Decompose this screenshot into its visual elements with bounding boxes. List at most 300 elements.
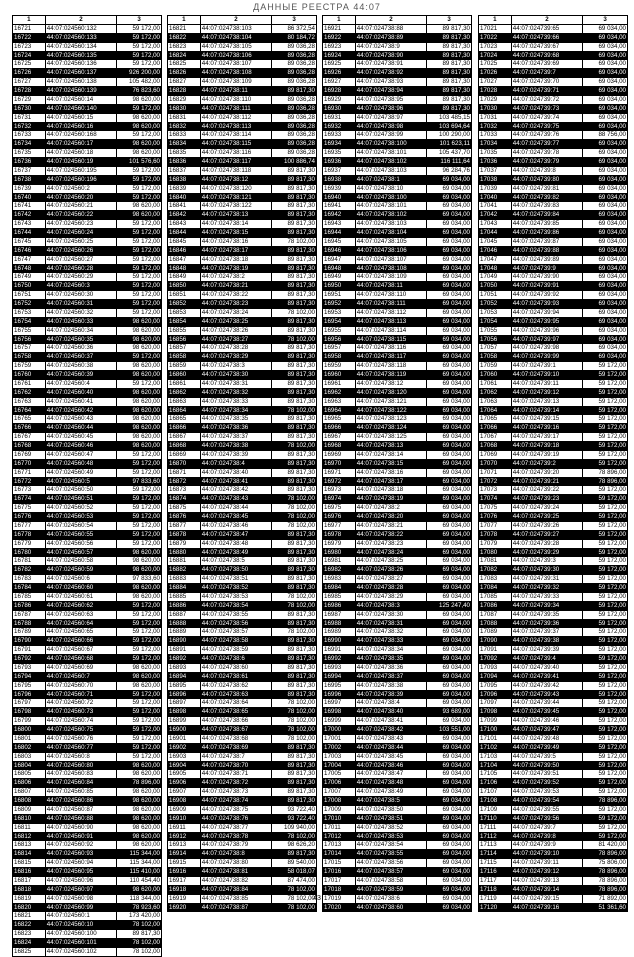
row-number: 16864 — [168, 406, 201, 415]
row-number: 16938 — [323, 175, 356, 184]
table-row — [323, 122, 472, 131]
row-number: 16736 — [13, 158, 46, 167]
register-table — [478, 15, 628, 912]
table-row — [479, 362, 628, 371]
cadastral-value: 59 172,00 — [583, 805, 628, 814]
table-row — [323, 211, 472, 220]
table-row — [13, 406, 162, 415]
row-number: 17035 — [479, 149, 512, 158]
table-row — [479, 211, 628, 220]
row-number: 16856 — [168, 335, 201, 344]
table-row — [168, 575, 317, 584]
table-row — [13, 726, 162, 735]
table-row — [479, 69, 628, 78]
column-number: 1 — [13, 16, 46, 25]
cadastral-value: 78 102,00 — [272, 628, 317, 637]
row-number: 16806 — [13, 779, 46, 788]
cadastral-number: 44:07:024738:38 — [200, 442, 272, 451]
cadastral-value: 69 034,00 — [427, 566, 472, 575]
cadastral-number: 44:07:024738:56 — [355, 859, 427, 868]
row-number: 17102 — [479, 743, 512, 752]
cadastral-number: 44:07:024560:132 — [45, 24, 117, 33]
row-number: 16976 — [323, 513, 356, 522]
cadastral-number: 44:07:024738:27 — [355, 575, 427, 584]
cadastral-number: 44:07:024739:22 — [511, 486, 583, 495]
column-number: 2 — [511, 16, 583, 25]
row-number: 16921 — [323, 24, 356, 33]
cadastral-number: 44:07:024560:61 — [45, 592, 117, 601]
cadastral-value: 59 172,00 — [583, 601, 628, 610]
cadastral-number: 44:07:024738:109 — [200, 78, 272, 87]
table-row — [323, 504, 472, 513]
cadastral-number: 44:07:024738:16 — [355, 468, 427, 477]
table-row — [479, 140, 628, 149]
cadastral-number: 44:07:024739:23 — [511, 495, 583, 504]
cadastral-number: 44:07:024738:31 — [355, 619, 427, 628]
table-row — [323, 530, 472, 539]
cadastral-value: 59 172,00 — [117, 255, 162, 264]
cadastral-value: 116 111,64 — [427, 158, 472, 167]
table-row — [168, 770, 317, 779]
row-number: 16891 — [168, 646, 201, 655]
row-number: 16837 — [168, 166, 201, 175]
row-number: 17047 — [479, 255, 512, 264]
cadastral-value: 89 036,28 — [272, 78, 317, 87]
row-number: 16775 — [13, 504, 46, 513]
table-row — [13, 548, 162, 557]
column-number: 2 — [45, 16, 117, 25]
row-number: 17107 — [479, 788, 512, 797]
cadastral-value: 78 896,00 — [583, 797, 628, 806]
row-number: 16933 — [323, 131, 356, 140]
row-number: 16920 — [168, 903, 201, 912]
cadastral-value: 89 817,30 — [272, 486, 317, 495]
cadastral-value: 78 102,00 — [272, 885, 317, 894]
row-number: 16954 — [323, 317, 356, 326]
row-number: 16953 — [323, 308, 356, 317]
row-number: 17019 — [323, 894, 356, 903]
row-number: 16829 — [168, 95, 201, 104]
row-number: 16873 — [168, 486, 201, 495]
cadastral-number: 44:07:024560:97 — [45, 885, 117, 894]
cadastral-value: 59 172,00 — [583, 442, 628, 451]
row-number: 16897 — [168, 699, 201, 708]
cadastral-value: 59 172,00 — [117, 646, 162, 655]
table-row — [168, 42, 317, 51]
cadastral-number: 44:07:024739:72 — [511, 95, 583, 104]
cadastral-value: 78 102,00 — [272, 335, 317, 344]
cadastral-number: 44:07:024560:1 — [45, 912, 117, 921]
cadastral-number: 44:07:024738:29 — [200, 353, 272, 362]
table-row — [323, 584, 472, 593]
cadastral-number: 44:07:024560:43 — [45, 415, 117, 424]
row-number: 16950 — [323, 282, 356, 291]
table-row — [479, 663, 628, 672]
table-row — [479, 282, 628, 291]
table-row — [479, 442, 628, 451]
cadastral-value: 78 102,00 — [272, 717, 317, 726]
row-number: 16880 — [168, 548, 201, 557]
cadastral-value: 89 817,30 — [272, 584, 317, 593]
row-number: 17086 — [479, 601, 512, 610]
cadastral-value: 69 034,00 — [427, 362, 472, 371]
cadastral-number: 44:07:024560:56 — [45, 539, 117, 548]
cadastral-value: 69 034,00 — [427, 530, 472, 539]
table-row — [479, 87, 628, 96]
cadastral-number: 44:07:024739:96 — [511, 326, 583, 335]
cadastral-number: 44:07:024560:7 — [45, 672, 117, 681]
page-header: ДАННЫЕ РЕЕСТРА 44:07 — [253, 2, 381, 12]
cadastral-value: 89 817,30 — [117, 930, 162, 939]
cadastral-number: 44:07:024739:47 — [511, 726, 583, 735]
cadastral-number: 44:07:024738:62 — [200, 681, 272, 690]
table-row — [479, 459, 628, 468]
table-row — [168, 95, 317, 104]
table-row — [479, 193, 628, 202]
table-row — [479, 406, 628, 415]
row-number: 17083 — [479, 575, 512, 584]
cadastral-number: 44:07:024739:46 — [511, 717, 583, 726]
cadastral-value: 59 172,00 — [117, 628, 162, 637]
row-number: 17098 — [479, 708, 512, 717]
cadastral-value: 89 817,30 — [272, 752, 317, 761]
table-row — [13, 371, 162, 380]
row-number: 16882 — [168, 566, 201, 575]
cadastral-value: 97 833,60 — [117, 575, 162, 584]
table-row — [323, 619, 472, 628]
table-row — [479, 805, 628, 814]
table-row — [323, 60, 472, 69]
row-number: 17117 — [479, 876, 512, 885]
table-row — [13, 823, 162, 832]
cadastral-number: 44:07:024738:102 — [355, 158, 427, 167]
cadastral-value: 98 620,00 — [117, 140, 162, 149]
table-row — [323, 726, 472, 735]
cadastral-number: 44:07:024739:14 — [511, 885, 583, 894]
cadastral-value: 89 817,30 — [272, 344, 317, 353]
cadastral-value: 69 034,00 — [427, 521, 472, 530]
cadastral-value: 69 034,00 — [427, 752, 472, 761]
cadastral-value: 89 036,28 — [272, 131, 317, 140]
row-number: 16823 — [13, 930, 46, 939]
cadastral-number: 44:07:024739:40 — [511, 663, 583, 672]
cadastral-value: 59 172,00 — [117, 513, 162, 522]
table-row — [479, 592, 628, 601]
cadastral-number: 44:07:024739:16 — [511, 903, 583, 912]
table-row — [13, 699, 162, 708]
row-number: 16888 — [168, 619, 201, 628]
register-block-4 — [478, 15, 628, 911]
table-row — [479, 273, 628, 282]
table-row — [479, 255, 628, 264]
table-row — [323, 752, 472, 761]
row-number: 16922 — [323, 33, 356, 42]
row-number: 17009 — [323, 805, 356, 814]
cadastral-value: 98 620,00 — [117, 397, 162, 406]
row-number: 16822 — [168, 33, 201, 42]
table-row — [323, 734, 472, 743]
table-row — [479, 60, 628, 69]
cadastral-value: 89 817,30 — [272, 539, 317, 548]
table-row — [13, 388, 162, 397]
table-row — [323, 406, 472, 415]
table-row — [479, 814, 628, 823]
cadastral-value: 89 036,28 — [272, 149, 317, 158]
cadastral-value: 89 817,30 — [272, 220, 317, 229]
cadastral-number: 44:07:024560:39 — [45, 371, 117, 380]
table-row — [13, 592, 162, 601]
table-row — [479, 601, 628, 610]
cadastral-number: 44:07:024738:28 — [200, 344, 272, 353]
column-number: 1 — [323, 16, 356, 25]
column-number-row — [168, 16, 317, 25]
cadastral-number: 44:07:024739:43 — [511, 690, 583, 699]
table-row — [168, 814, 317, 823]
row-number: 17090 — [479, 637, 512, 646]
cadastral-value: 98 620,00 — [117, 335, 162, 344]
row-number: 17040 — [479, 193, 512, 202]
cadastral-value: 69 034,00 — [427, 672, 472, 681]
cadastral-number: 44:07:024738:68 — [200, 734, 272, 743]
row-number: 16999 — [323, 717, 356, 726]
row-number: 17120 — [479, 903, 512, 912]
row-number: 16923 — [323, 42, 356, 51]
cadastral-number: 44:07:024738:112 — [200, 113, 272, 122]
row-number: 16944 — [323, 229, 356, 238]
cadastral-number: 44:07:024739:20 — [511, 468, 583, 477]
table-row — [479, 894, 628, 903]
cadastral-value: 69 034,00 — [583, 353, 628, 362]
table-row — [168, 557, 317, 566]
row-number: 17006 — [323, 779, 356, 788]
cadastral-number: 44:07:024560:76 — [45, 734, 117, 743]
cadastral-value: 69 034,00 — [583, 264, 628, 273]
table-row — [323, 193, 472, 202]
cadastral-number: 44:07:024739:14 — [511, 406, 583, 415]
column-number: 3 — [117, 16, 162, 25]
row-number: 16907 — [168, 788, 201, 797]
table-row — [479, 468, 628, 477]
cadastral-number: 44:07:024560:53 — [45, 513, 117, 522]
cadastral-number: 44:07:024738:47 — [200, 530, 272, 539]
cadastral-value: 89 817,30 — [272, 326, 317, 335]
table-row — [168, 859, 317, 868]
row-number: 16773 — [13, 486, 46, 495]
row-number: 16957 — [323, 344, 356, 353]
row-number: 16963 — [323, 397, 356, 406]
table-row — [13, 433, 162, 442]
row-number: 16796 — [13, 690, 46, 699]
cadastral-number: 44:07:024738:119 — [355, 371, 427, 380]
cadastral-number: 44:07:024738:25 — [200, 317, 272, 326]
table-row — [323, 291, 472, 300]
cadastral-value: 98 620,00 — [117, 415, 162, 424]
table-row — [13, 264, 162, 273]
cadastral-number: 44:07:024738:24 — [200, 308, 272, 317]
row-number: 16951 — [323, 291, 356, 300]
cadastral-value: 89 817,30 — [427, 33, 472, 42]
row-number: 17081 — [479, 557, 512, 566]
cadastral-value: 78 102,00 — [272, 832, 317, 841]
cadastral-value: 89 817,30 — [427, 24, 472, 33]
row-number: 16968 — [323, 442, 356, 451]
cadastral-number: 44:07:024560:196 — [45, 175, 117, 184]
row-number: 16902 — [168, 743, 201, 752]
cadastral-number: 44:07:024739:68 — [511, 51, 583, 60]
cadastral-number: 44:07:024738:84 — [200, 885, 272, 894]
cadastral-number: 44:07:024739:32 — [511, 584, 583, 593]
table-row — [13, 42, 162, 51]
row-number: 16869 — [168, 450, 201, 459]
cadastral-value: 89 817,30 — [272, 637, 317, 646]
row-number: 16940 — [323, 193, 356, 202]
table-row — [323, 575, 472, 584]
cadastral-value: 98 626,20 — [272, 841, 317, 850]
row-number: 16816 — [13, 868, 46, 877]
table-row — [479, 486, 628, 495]
cadastral-value: 59 172,00 — [117, 495, 162, 504]
cadastral-value: 69 034,00 — [427, 406, 472, 415]
cadastral-value: 89 817,30 — [272, 379, 317, 388]
cadastral-number: 44:07:024560:17 — [45, 140, 117, 149]
row-number: 16918 — [168, 885, 201, 894]
cadastral-number: 44:07:024560:95 — [45, 868, 117, 877]
table-row — [323, 264, 472, 273]
row-number: 16824 — [13, 939, 46, 948]
table-row — [168, 805, 317, 814]
table-row — [13, 903, 162, 912]
table-row — [168, 291, 317, 300]
cadastral-number: 44:07:024738:112 — [355, 308, 427, 317]
table-row — [13, 344, 162, 353]
table-row — [479, 149, 628, 158]
cadastral-value: 78 102,00 — [272, 442, 317, 451]
cadastral-number: 44:07:024738:108 — [355, 264, 427, 273]
table-row — [323, 903, 472, 912]
table-row — [13, 628, 162, 637]
cadastral-number: 44:07:024560:63 — [45, 610, 117, 619]
row-number: 16924 — [323, 51, 356, 60]
row-number: 16850 — [168, 282, 201, 291]
cadastral-value: 59 172,00 — [583, 397, 628, 406]
table-row — [13, 672, 162, 681]
table-row — [168, 752, 317, 761]
row-number: 16985 — [323, 592, 356, 601]
cadastral-value: 89 817,30 — [272, 743, 317, 752]
row-number: 17110 — [479, 814, 512, 823]
row-number: 16952 — [323, 300, 356, 309]
row-number: 16898 — [168, 708, 201, 717]
row-number: 16821 — [13, 912, 46, 921]
row-number: 16931 — [323, 113, 356, 122]
cadastral-value: 59 172,00 — [117, 459, 162, 468]
table-row — [168, 442, 317, 451]
row-number: 17012 — [323, 832, 356, 841]
cadastral-value: 89 817,30 — [272, 362, 317, 371]
row-number: 17089 — [479, 628, 512, 637]
cadastral-value: 109 940,00 — [272, 823, 317, 832]
cadastral-number: 44:07:024738:95 — [355, 95, 427, 104]
cadastral-number: 44:07:024738:7 — [200, 752, 272, 761]
cadastral-number: 44:07:024738:18 — [355, 486, 427, 495]
cadastral-number: 44:07:024560:74 — [45, 717, 117, 726]
table-row — [13, 637, 162, 646]
cadastral-value: 69 034,00 — [427, 335, 472, 344]
row-number: 16739 — [13, 184, 46, 193]
cadastral-value: 89 817,30 — [272, 300, 317, 309]
cadastral-value: 89 817,30 — [427, 60, 472, 69]
cadastral-value: 69 034,00 — [583, 220, 628, 229]
cadastral-number: 44:07:024738:11 — [200, 87, 272, 96]
row-number: 16972 — [323, 477, 356, 486]
row-number: 16732 — [13, 122, 46, 131]
row-number: 17084 — [479, 584, 512, 593]
cadastral-number: 44:07:024738:14 — [200, 220, 272, 229]
column-number: 2 — [355, 16, 427, 25]
table-row — [479, 681, 628, 690]
table-row — [168, 335, 317, 344]
cadastral-value: 89 817,30 — [272, 557, 317, 566]
table-row — [168, 78, 317, 87]
cadastral-number: 44:07:024560:19 — [45, 158, 117, 167]
cadastral-number: 44:07:024738:24 — [355, 548, 427, 557]
cadastral-number: 44:07:024739:66 — [511, 33, 583, 42]
cadastral-number: 44:07:024738:72 — [200, 779, 272, 788]
cadastral-number: 44:07:024560:57 — [45, 548, 117, 557]
row-number: 16896 — [168, 690, 201, 699]
cadastral-number: 44:07:024560:22 — [45, 211, 117, 220]
row-number: 17072 — [479, 477, 512, 486]
cadastral-number: 44:07:024738:43 — [200, 495, 272, 504]
row-number: 17005 — [323, 770, 356, 779]
table-row — [479, 246, 628, 255]
table-row — [13, 140, 162, 149]
cadastral-number: 44:07:024738:57 — [200, 628, 272, 637]
cadastral-value: 98 620,00 — [117, 761, 162, 770]
row-number: 17056 — [479, 335, 512, 344]
cadastral-number: 44:07:024739:98 — [511, 344, 583, 353]
row-number: 17000 — [323, 726, 356, 735]
cadastral-value: 926 200,00 — [117, 69, 162, 78]
table-row — [323, 78, 472, 87]
table-row — [323, 158, 472, 167]
cadastral-number: 44:07:024739:45 — [511, 708, 583, 717]
cadastral-number: 44:07:024739:71 — [511, 87, 583, 96]
row-number: 17002 — [323, 743, 356, 752]
cadastral-value: 69 034,00 — [427, 610, 472, 619]
cadastral-number: 44:07:024560:59 — [45, 566, 117, 575]
cadastral-value: 59 172,00 — [583, 761, 628, 770]
cadastral-number: 44:07:024738:26 — [200, 326, 272, 335]
cadastral-number: 44:07:024739:27 — [511, 530, 583, 539]
cadastral-value: 59 172,00 — [583, 637, 628, 646]
cadastral-number: 44:07:024560:84 — [45, 779, 117, 788]
row-number: 16768 — [13, 442, 46, 451]
cadastral-value: 59 172,00 — [117, 300, 162, 309]
cadastral-value: 59 172,00 — [117, 291, 162, 300]
table-row — [323, 539, 472, 548]
row-number: 16966 — [323, 424, 356, 433]
cadastral-number: 44:07:024560:101 — [45, 939, 117, 948]
cadastral-number: 44:07:024738:53 — [355, 832, 427, 841]
cadastral-number: 44:07:024738:30 — [200, 371, 272, 380]
table-row — [13, 770, 162, 779]
cadastral-number: 44:07:024738:4 — [355, 699, 427, 708]
row-number: 16782 — [13, 566, 46, 575]
cadastral-number: 44:07:024739:82 — [511, 193, 583, 202]
register-blocks — [12, 15, 628, 955]
table-row — [323, 557, 472, 566]
